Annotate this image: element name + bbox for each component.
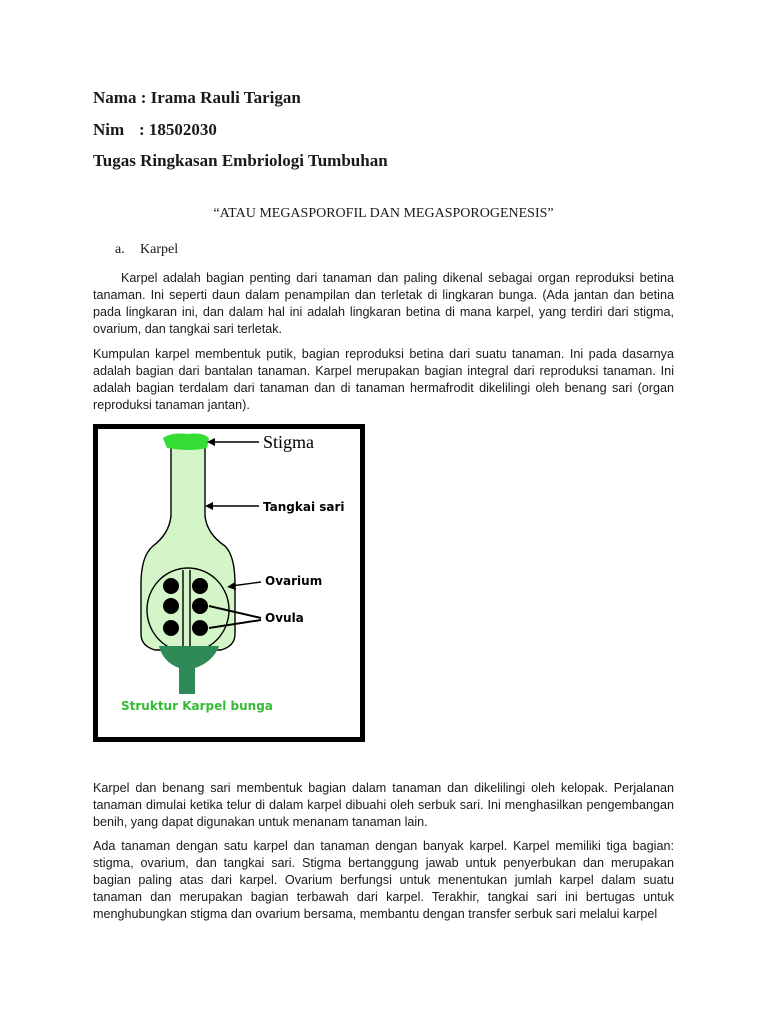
paragraph-2: Kumpulan karpel membentuk putik, bagian reproduksi betina dari suatu tanaman. Ini pada dasarnya adalah bagian dari bantalan tanaman. Karpel merupakan bagian integral dari reproduksi tanaman. Ini adalah bagian terdalam dari tanaman dan di tanaman hermafrodit dikelilingi oleh benang sari (organ reproduksi tanaman jantan). — [93, 347, 674, 412]
name-line: Nama : Irama Rauli Tarigan — [93, 88, 301, 107]
section-heading — [115, 242, 178, 258]
carpel-diagram — [93, 424, 365, 742]
ovule — [192, 598, 208, 614]
ovule — [163, 578, 179, 594]
document-title: “ATAU MEGASPOROFIL DAN MEGASPOROGENESIS” — [213, 206, 554, 221]
figure-caption: Struktur Karpel bunga — [121, 699, 273, 713]
nim-label: Nim — [93, 120, 125, 139]
stigma-head — [163, 434, 209, 451]
paragraph-1: Karpel adalah bagian penting dari tanaman dan paling dikenal sebagai organ reproduksi betina tanaman. Ini seperti daun dalam penampilan dan terletak di lingkaran bunga. (Ada jantan dan betina pada lingkaran ini, dan dalam hal ini adalah lingkaran betina di mana karpel, yang terdiri dari stigma, ovarium, dan tangkai sari terletak. — [93, 271, 674, 336]
ovula-label: Ovula — [265, 611, 304, 625]
ovule — [163, 620, 179, 636]
ovule — [192, 578, 208, 594]
paragraph-4: Ada tanaman dengan satu karpel dan tanaman dengan banyak karpel. Karpel memiliki tiga bagian: stigma, ovarium, dan tangkai sari. Stigma bertanggung jawab untuk penyerbukan dan merupakan bagian paling atas dari karpel. Ovarium berfungsi untuk menentukan jumlah karpel dalam suatu tanaman dan merupakan bagian terbawah dari karpel. Terakhir, tangkai sari ini bertugas untuk menghubungkan stigma dan ovarium bersama, membantu dengan transfer serbuk sari melalui karpel — [93, 839, 674, 921]
ovarium-label: Ovarium — [265, 574, 323, 588]
task-line: Tugas Ringkasan Embriologi Tumbuhan — [93, 151, 388, 170]
carpel-figure — [93, 424, 365, 742]
nim-value: : 18502030 — [139, 120, 217, 139]
stigma-label: Stigma — [263, 432, 315, 452]
section-number: a. — [115, 242, 125, 257]
ovule — [192, 620, 208, 636]
tangkai-label: Tangkai sari — [263, 500, 345, 514]
nim-line — [93, 120, 217, 140]
section-label: Karpel — [140, 242, 179, 257]
ovule — [163, 598, 179, 614]
paragraph-3: Karpel dan benang sari membentuk bagian dalam tanaman dan dikelilingi oleh kelopak. Perjalanan tanaman dimulai ketika telur di dalam karpel dibuahi oleh serbuk sari. Ini menghasilkan pengembangan benih, yang dapat digunakan untuk menanam tanaman lain. — [93, 781, 674, 829]
ovary-body — [147, 568, 229, 652]
